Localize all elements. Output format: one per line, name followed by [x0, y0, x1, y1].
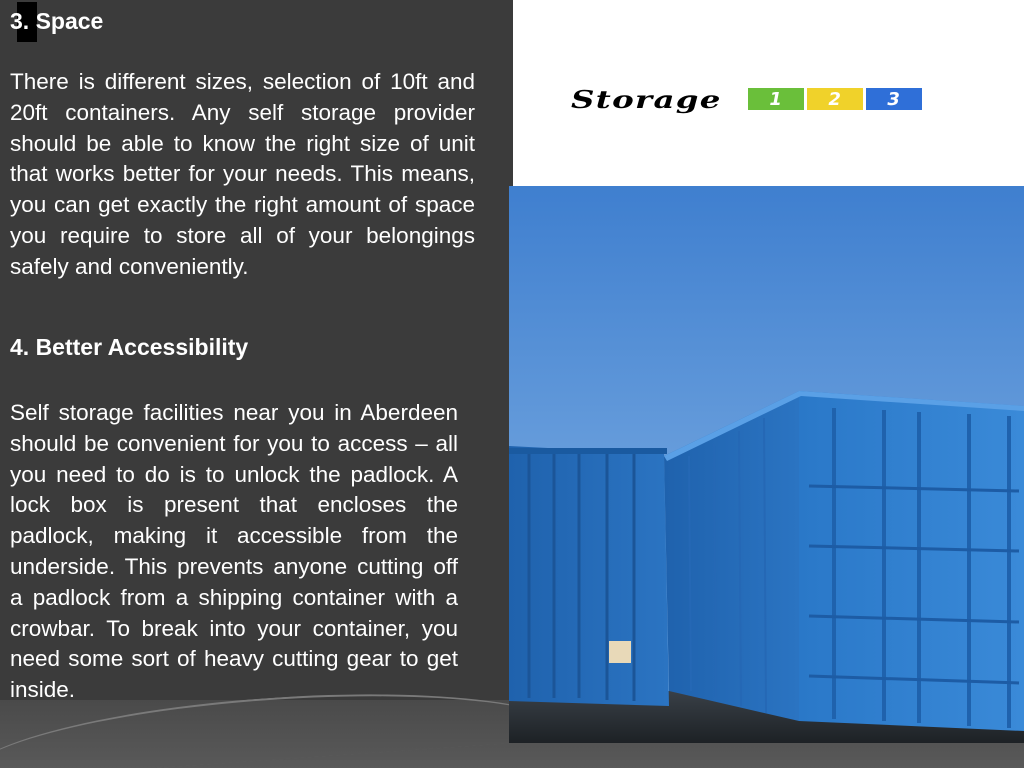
- containers-illustration: [509, 186, 1024, 743]
- logo-box-1: 1: [748, 88, 804, 110]
- logo-wordmark: Storage: [571, 84, 722, 114]
- logo-panel: [513, 0, 1024, 196]
- section-heading-space: 3. Space: [10, 8, 104, 34]
- section-paragraph-space: There is different sizes, selection of 10ft and 20ft containers. Any self storage provider should be able to know the right size of unit that works better for your needs. This means, you can get exactly the right amount of space you require to store all of your belongings safely and conveniently.: [10, 69, 475, 279]
- logo-box-2: 2: [807, 88, 863, 110]
- section-paragraph-accessibility: Self storage facilities near you in Aberdeen should be convenient for you to access – all you need to do is to unlock the padlock. A lock box is present that encloses the padlock, making it accessible from the underside. This prevents anyone cutting off a padlock from a shipping container with a crowbar. To break into your container, you need some sort of heavy cutting gear to get inside.: [10, 400, 458, 703]
- shipping-containers-photo: [509, 186, 1024, 743]
- logo-box-3: 3: [866, 88, 922, 110]
- section-heading-accessibility: 4. Better Accessibility: [10, 334, 249, 360]
- storage123-logo: [571, 86, 922, 112]
